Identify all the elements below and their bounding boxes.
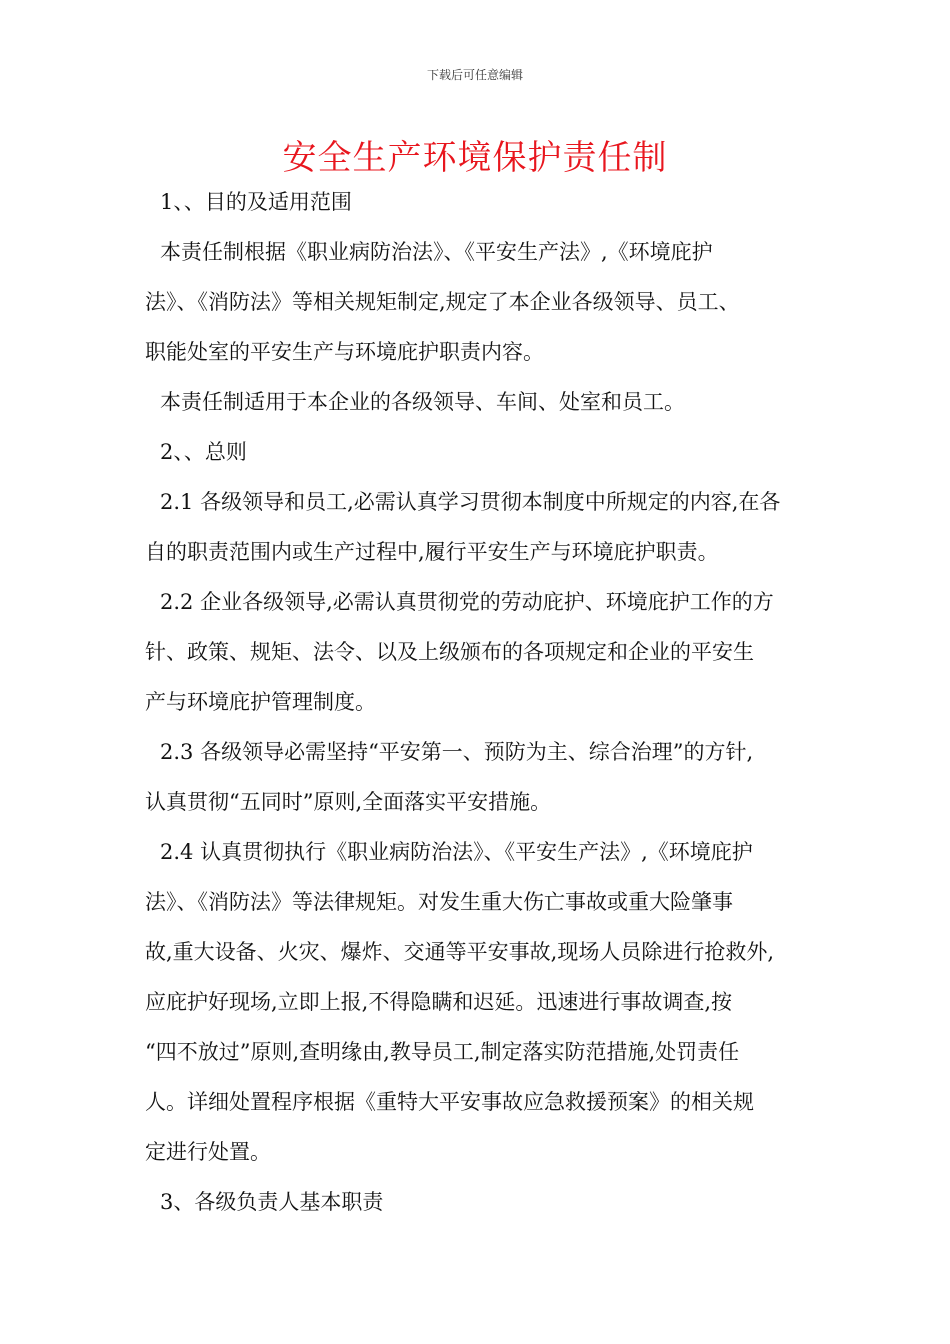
section-heading: 1、、目的及适用范围 — [160, 190, 352, 214]
paragraph-line: 2.2 企业各级领导,必需认真贯彻党的劳动庇护、环境庇护工作的方 — [160, 590, 774, 614]
paragraph-line: 本责任制适用于本企业的各级领导、车间、处室和员工。 — [160, 390, 685, 414]
paragraph-line: 针、政策、规矩、法令、以及上级颁布的各项规定和企业的平安生 — [145, 640, 754, 664]
paragraph-line: 职能处室的平安生产与环境庇护职责内容。 — [145, 340, 544, 364]
paragraph-line: 法》、《消防法》等法律规矩。对发生重大伤亡事故或重大险肇事 — [145, 890, 733, 914]
paragraph-line: 故,重大设备、火灾、爆炸、交通等平安事故,现场人员除进行抢救外, — [145, 940, 775, 964]
paragraph-line: 2.4 认真贯彻执行《职业病防治法》、《平安生产法》,《环境庇护 — [160, 840, 753, 864]
document-body — [145, 177, 810, 1227]
paragraph-line: 认真贯彻“五同时”原则,全面落实平安措施。 — [145, 790, 552, 814]
page-header: 下载后可任意编辑 — [426, 68, 523, 82]
paragraph-line: 本责任制根据《职业病防治法》、《平安生产法》,《环境庇护 — [160, 240, 713, 264]
paragraph-line: 定进行处置。 — [145, 1140, 271, 1164]
section-heading: 2、、总则 — [160, 440, 247, 464]
paragraph-line: 2.1 各级领导和员工,必需认真学习贯彻本制度中所规定的内容,在各 — [160, 490, 781, 514]
document-title: 安全生产环境保护责任制 — [282, 138, 668, 178]
paragraph-line: “四不放过”原则,查明缘由,教导员工,制定落实防范措施,处罚责任 — [145, 1040, 740, 1064]
paragraph-line: 自的职责范围内或生产过程中,履行平安生产与环境庇护职责。 — [145, 540, 719, 564]
paragraph-line: 2.3 各级领导必需坚持“平安第一、预防为主、综合治理”的方针, — [160, 740, 754, 764]
paragraph-line: 人。详细处置程序根据《重特大平安事故应急救援预案》的相关规 — [145, 1090, 754, 1114]
section-heading: 3、各级负责人基本职责 — [160, 1190, 384, 1214]
paragraph-line: 法》、《消防法》等相关规矩制定,规定了本企业各级领导、员工、 — [145, 290, 740, 314]
paragraph-line: 产与环境庇护管理制度。 — [145, 690, 376, 714]
paragraph-line: 应庇护好现场,立即上报,不得隐瞒和迟延。迅速进行事故调查,按 — [145, 990, 733, 1014]
